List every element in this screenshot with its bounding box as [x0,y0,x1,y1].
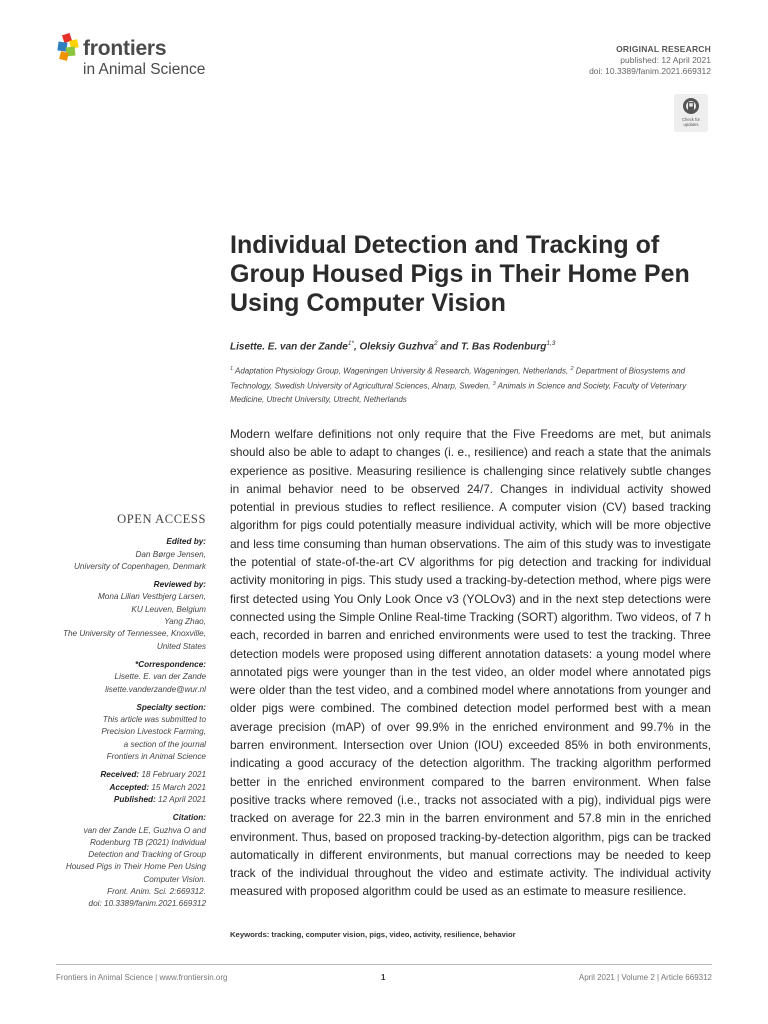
citation-label: Citation: [172,813,206,823]
edited-by-label: Edited by: [166,537,206,547]
citation-line: Detection and Tracking of Group [88,850,206,860]
keywords: Keywords: tracking, computer vision, pigs, video, activity, resilience, behavior [230,930,516,939]
editor-name: Dan Børge Jensen, [135,549,206,559]
svg-text:Check for: Check for [682,117,700,122]
reviewer-line: Mona Lilian Vestbjerg Larsen, [97,592,206,602]
published-date: published: 12 April 2021 [620,55,711,65]
author-affiliation-mark: 2 [434,340,438,347]
author-name[interactable]: T. Bas Rodenburg [460,341,547,353]
author-name[interactable]: Oleksiy Guzhva [359,341,435,353]
journal-logo[interactable] [56,33,256,83]
reviewer-line: Yang Zhao, [164,617,206,627]
citation-doi[interactable]: doi: 10.3389/fanim.2021.669312 [88,899,206,909]
received-label: Received: [100,770,140,780]
published-value: 12 April 2021 [158,794,206,804]
correspondence-name: Lisette. E. van der Zande [114,672,206,682]
specialty-line: This article was submitted to [102,715,206,725]
article-doi[interactable]: doi: 10.3389/fanim.2021.669312 [589,66,711,76]
check-for-updates-button[interactable] [674,94,708,132]
author-name[interactable]: Lisette. E. van der Zande [230,341,348,353]
article-sidebar [40,513,206,911]
published-label: Published: [113,794,156,804]
svg-text:updates: updates [683,122,699,127]
footer-divider [56,964,712,965]
affiliation-mark: 3 [492,381,496,388]
author-affiliation-mark: 1,3 [546,340,556,347]
reviewer-line: United States [156,641,206,651]
correspondence-label: *Correspondence: [135,659,206,669]
citation-line: van der Zande LE, Guzhva O and [83,825,206,835]
brand-name: frontiers [83,37,167,60]
article-title: Individual Detection and Tracking of Group Housed Pigs in Their Home Pen Using Computer Vision [230,231,690,317]
reviewer-line: KU Leuven, Belgium [131,604,206,614]
affiliation-mark: 1 [230,366,234,372]
affiliation-text: Animals in Science and Society, Faculty of Veterinary Medicine, Utrecht University, Utrecht, Netherlands [230,381,687,405]
article-type: ORIGINAL RESEARCH [616,44,711,54]
author-separator: , [353,341,360,353]
accepted-value: 15 March 2021 [151,782,206,792]
citation-line: Housed Pigs in Their Home Pen Using [65,862,206,872]
citation-line: Rodenburg TB (2021) Individual [89,837,206,847]
author-list [230,340,710,352]
footer-issue-info: April 2021 | Volume 2 | Article 669312 [578,973,712,982]
received-date [40,769,206,781]
frontiers-logo-icon [56,33,82,63]
open-access-label: OPEN ACCESS [117,512,206,526]
author-separator: and [437,341,461,353]
page-number: 1 [381,973,386,982]
article-meta [589,44,711,77]
author-affiliation-mark: 1* [347,340,354,347]
citation-line: Front. Anim. Sci. 2:669312. [107,887,206,897]
published-date-sidebar [40,794,206,806]
specialty-section-label: Specialty section: [136,702,206,712]
affiliations [230,363,710,407]
specialty-line: Frontiers in Animal Science [106,752,206,762]
affiliation-mark: 2 [570,366,574,372]
affiliation-text: Department of Biosystems and Technology, Swedish University of Agricultural Sciences, Alnarp, Sweden, [230,366,686,391]
editor-affiliation: University of Copenhagen, Denmark [74,561,206,571]
reviewer-line: The University of Tennessee, Knoxville, [62,629,206,639]
journal-name: in Animal Science [83,61,206,78]
specialty-line: Precision Livestock Farming, [101,727,206,737]
received-value: 18 February 2021 [141,770,206,780]
reviewed-by-label: Reviewed by: [153,580,206,590]
accepted-label: Accepted: [109,782,150,792]
correspondence-email[interactable]: lisette.vanderzande@wur.nl [105,684,206,694]
accepted-date [40,782,206,794]
footer-journal-link[interactable]: Frontiers in Animal Science | www.frontiersin.org [56,973,228,982]
crossmark-icon [674,94,708,132]
abstract: Modern welfare definitions not only require that the Five Freedoms are met, but animals should also be able to adapt to changes (i. e., resilience) and reach a state that the animals experience as positive. Measuring resilience is challenging since relatively subtle changes in animal behavior need to be observed 24/7. Changes in individual activity showed potential in previous studies to reflect resilience. A computer vision (CV) based tracking algorithm for pigs could potentially measure individual activity, which will be more objective and less time consuming than human observations. The aim of this study was to investigate the potential of state-of-the-art CV algorithms for pig detection and tracking for individual activity monitoring in pigs. This study used a tracking-by-detection method, where pigs were first detected using You Only Look Once v3 (YOLOv3) and in the next step detections were connected using the Simple Online Real-time Tracking (SORT) algorithm. Two videos, of 7 h each, recorded in barren and enriched environments were used to test the tracking. Three detection models were proposed using different annotation datasets: a young model where annotated pigs were younger than in the test video, an older model where annotated pigs were older than the test video, and a combined model where annotations from younger and older pigs were combined. The combined detection model performed best with a mean average precision (mAP) of over 99.9% in the enriched environment and 99.7% in the barren environment. Intersection over Union (IOU) exceeded 85% in both environments, indicating a good accuracy of the detection algorithm. The tracking algorithm performed better in the enriched environment compared to the barren environment. When false positive tracks where removed (i.e., tracks not associated with a pig), individual pigs were tracked on average for 22.3 min in the barren environment and 57.8 min in the enriched environment. Thus, based on proposed tracking-by-detection algorithm, pigs can be tracked automatically in different environments, but manual corrections may be needed to keep track of the individual throughout the video and estimate activity. The individual activity measured with proposed algorithm could be used as an estimate to measure resilience. [230,427,711,899]
specialty-line: a section of the journal [123,739,206,749]
citation-line: Computer Vision. [143,874,206,884]
affiliation-text: Adaptation Physiology Group, Wageningen University & Research, Wageningen, Netherlands, [235,366,571,376]
